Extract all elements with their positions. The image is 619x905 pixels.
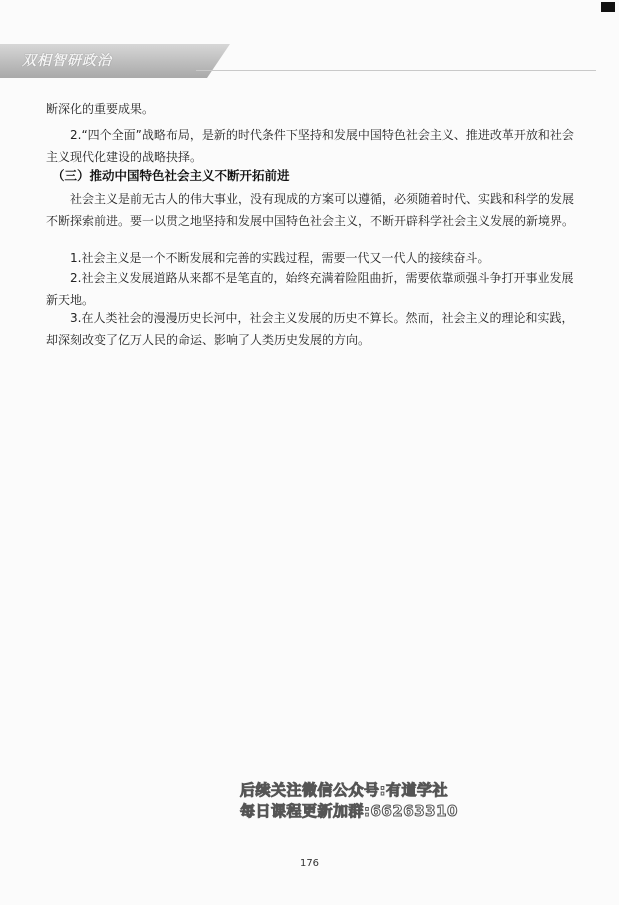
paragraph-intro: 断深化的重要成果。 <box>46 102 155 116</box>
header-title: 双相智研政治 <box>22 53 112 69</box>
scan-corner-mark <box>601 2 615 12</box>
list-item-2: 2.社会主义发展道路从来都不是笔直的，始终充满着险阻曲折，需要依靠顽强斗争打开事业发展新天地。 <box>46 271 574 307</box>
list-item-1: 1.社会主义是一个不断发展和完善的实践过程，需要一代又一代人的接续奋斗。 <box>70 251 490 265</box>
watermark-line-1: 后续关注微信公众号:有道学社 <box>240 781 448 799</box>
paragraph-main: 社会主义是前无古人的伟大事业，没有现成的方案可以遵循，必须随着时代、实践和科学的发展不断探索前进。要一以贯之地坚持和发展中国特色社会主义，不断开辟科学社会主义发展的新境界。 <box>46 192 575 228</box>
section-heading: （三）推动中国特色社会主义不断开拓前进 <box>52 168 290 183</box>
paragraph-2: 2.“四个全面”战略布局，是新的时代条件下坚持和发展中国特色社会主义、推进改革开放和社会主义现代化建设的战略抉择。 <box>46 128 574 164</box>
page-number: 176 <box>299 858 320 869</box>
header-rule <box>196 70 596 71</box>
list-item-3: 3.在人类社会的漫漫历史长河中，社会主义发展的历史不算长。然而，社会主义的理论和实践，却深刻改变了亿万人民的命运、影响了人类历史发展的方向。 <box>46 311 574 347</box>
watermark-line-2: 每日课程更新加群:66263310 <box>240 802 458 820</box>
